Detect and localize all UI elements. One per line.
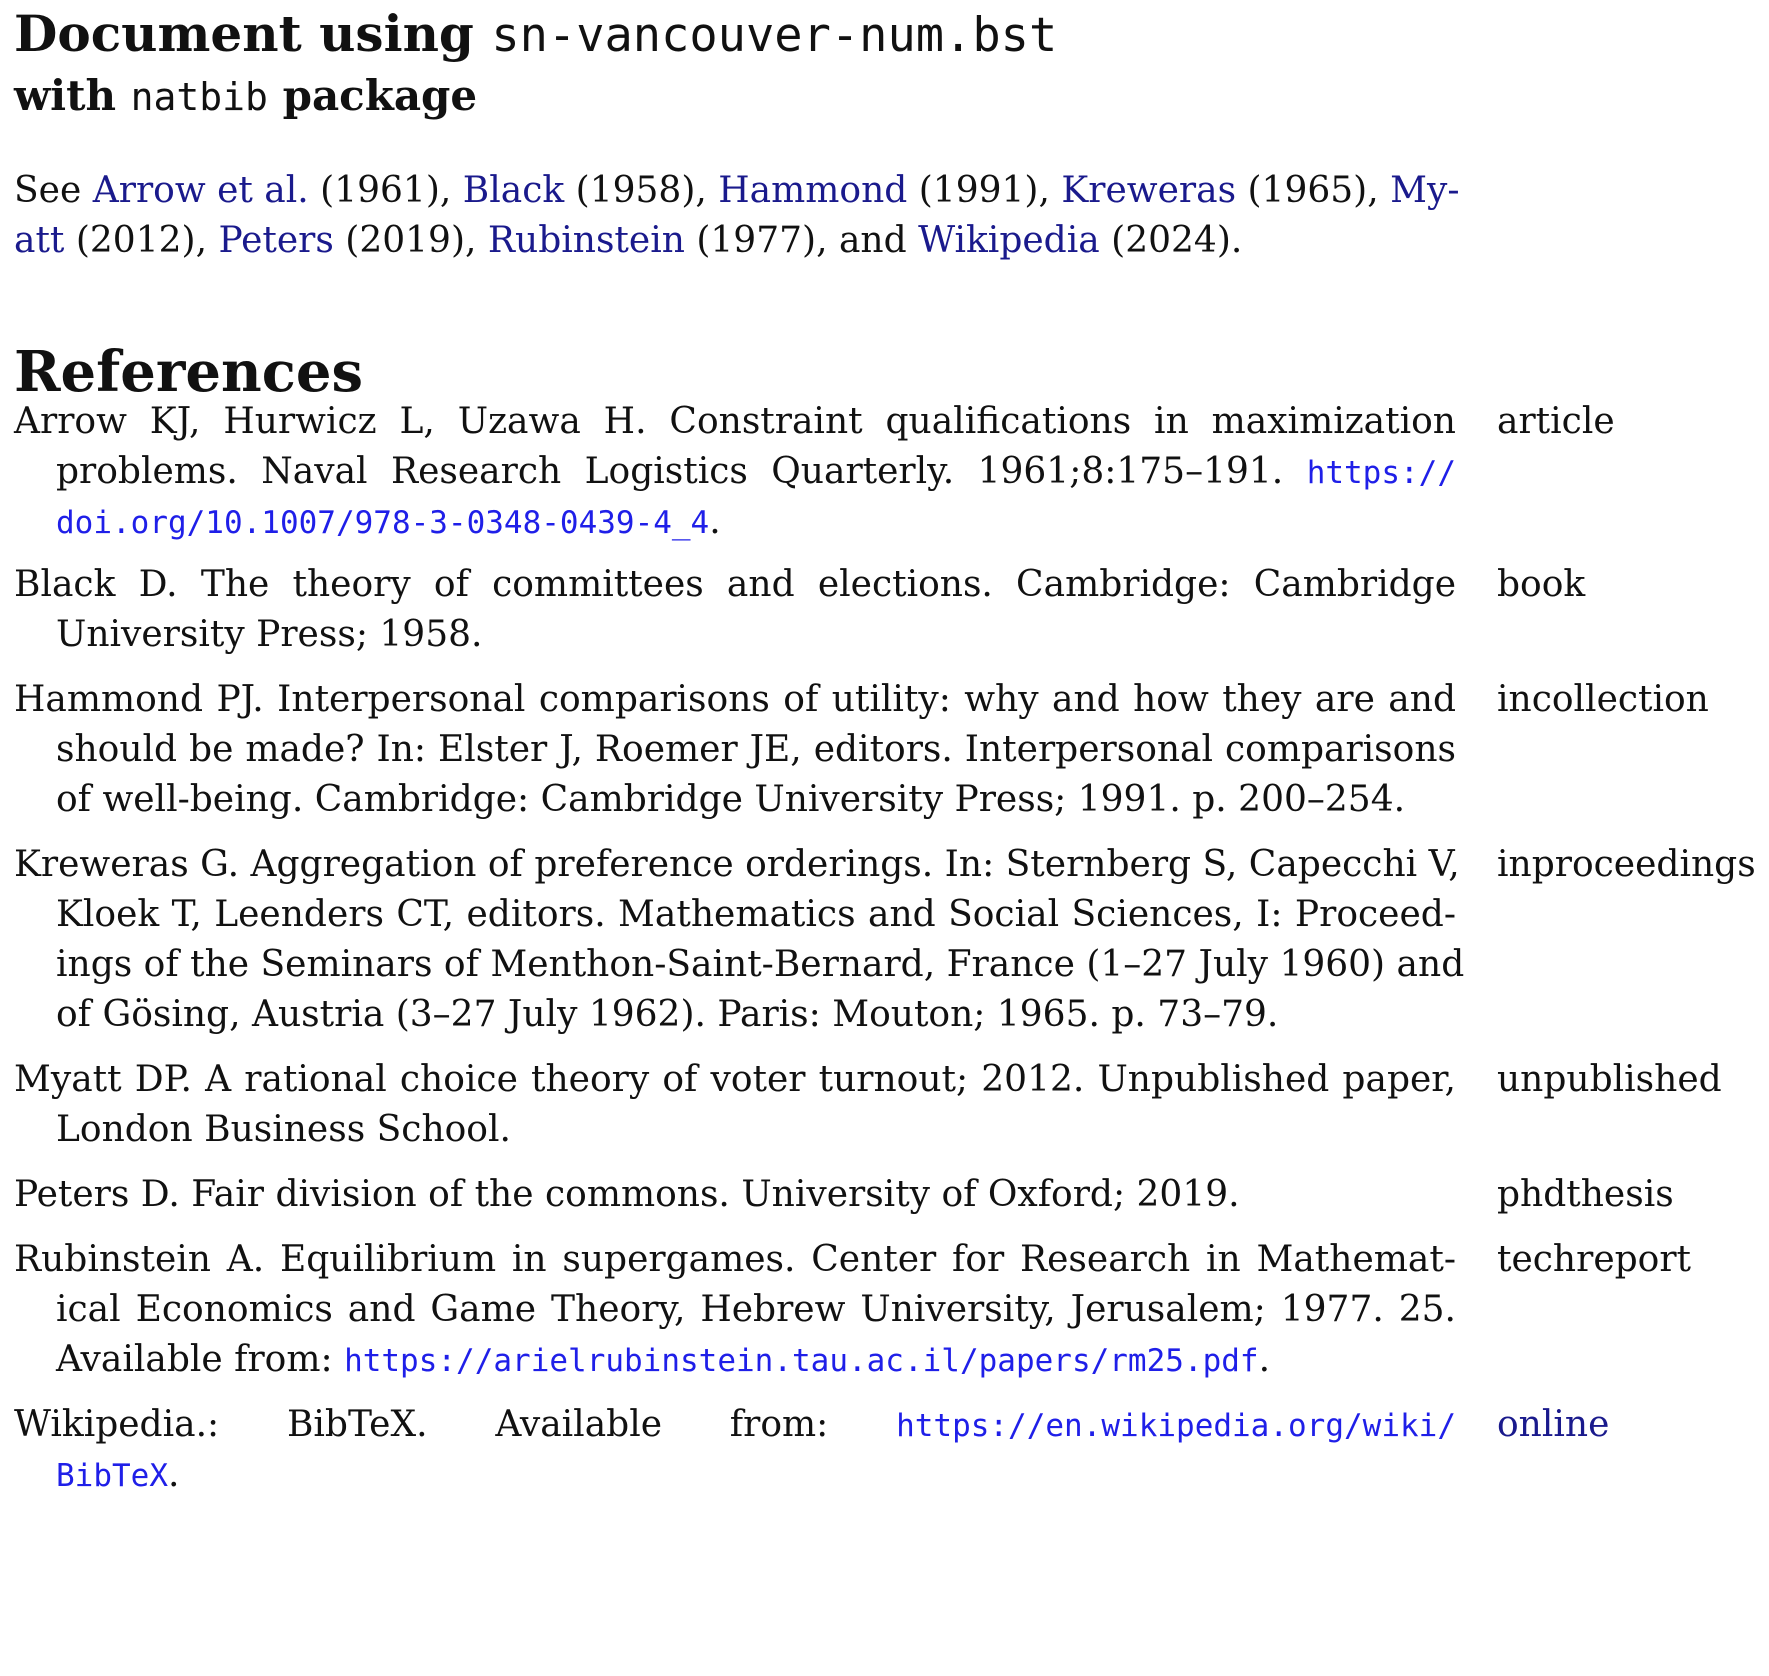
citation-black-year: (1958) <box>575 170 696 211</box>
reference-line: London Business School. <box>56 1109 511 1150</box>
reference-url-wikipedia[interactable]: https://en.wikipedia.org/wiki/ <box>896 1408 1456 1444</box>
citation-rubinstein-year: (1977) <box>696 220 817 261</box>
reference-type-label: techreport <box>1497 1239 1692 1280</box>
reference-line: Kreweras G. Aggregation of preference orderings. In: Sternberg S, Capecchi V, <box>14 844 1460 885</box>
subtitle-prefix: with <box>14 71 117 120</box>
intro-line-2: att (2012), Peters (2019), Rubinstein (1977), and Wikipedia (2024). <box>14 220 1243 261</box>
citation-wikipedia-year: (2024) <box>1111 220 1231 261</box>
reference-url-doi-cont[interactable]: doi.org/10.1007/978-3-0348-0439-4_4 <box>56 505 710 541</box>
reference-line: BibTeX. <box>56 1454 180 1495</box>
references-heading: References <box>14 339 363 405</box>
subtitle-package: natbib <box>130 75 268 119</box>
reference-type-label: book <box>1497 564 1586 605</box>
reference-type-label: unpublished <box>1497 1059 1722 1100</box>
reference-url-doi[interactable]: https:// <box>1306 455 1456 491</box>
reference-line: Peters D. Fair division of the commons. University of Oxford; 2019. <box>14 1174 1240 1215</box>
reference-type-label: phdthesis <box>1497 1174 1674 1215</box>
reference-line: ings of the Seminars of Menthon-Saint-Bernard, France (1–27 July 1960) and <box>56 944 1465 985</box>
reference-line: ical Economics and Game Theory, Hebrew University, Jerusalem; 1977. 25. <box>56 1289 1456 1330</box>
intro-line-1: See Arrow et al. (1961), Black (1958), Hammond (1991), Kreweras (1965), My- <box>14 170 1460 211</box>
reference-type-label: incollection <box>1497 679 1709 720</box>
intro-and: and <box>838 220 907 261</box>
citation-rubinstein[interactable]: Rubinstein <box>487 220 685 261</box>
citation-black[interactable]: Black <box>462 170 565 211</box>
reference-line: University Press; 1958. <box>56 614 483 655</box>
citation-myatt-cont[interactable]: att <box>14 220 65 261</box>
citation-hammond-year: (1991) <box>918 170 1039 211</box>
citation-kreweras[interactable]: Kreweras <box>1061 170 1237 211</box>
citation-wikipedia[interactable]: Wikipedia <box>918 220 1100 261</box>
citation-kreweras-year: (1965) <box>1247 170 1368 211</box>
reference-line: of well-being. Cambridge: Cambridge University Press; 1991. p. 200–254. <box>56 779 1406 820</box>
citation-arrow-year: (1961) <box>320 170 440 211</box>
title-filename: sn-vancouver-num.bst <box>491 8 1058 63</box>
reference-line: Available from: https://arielrubinstein.tau.ac.il/papers/rm25.pdf. <box>56 1339 1271 1380</box>
citation-peters[interactable]: Peters <box>218 220 334 261</box>
reference-line: Wikipedia.: BibTeX. Available from: https://en.wikipedia.org/wiki/ <box>14 1404 1456 1445</box>
reference-line: Hammond PJ. Interpersonal comparisons of utility: why and how they are and <box>14 679 1456 720</box>
reference-line: Rubinstein A. Equilibrium in supergames. Center for Research in Mathemat- <box>14 1239 1456 1280</box>
reference-line: Kloek T, Leenders CT, editors. Mathematics and Social Sciences, I: Proceed- <box>56 894 1456 935</box>
citation-myatt-year: (2012) <box>75 220 196 261</box>
intro-see: See <box>14 170 82 211</box>
citation-myatt[interactable]: My- <box>1390 170 1460 211</box>
reference-line: of Gösing, Austria (3–27 July 1962). Paris: Mouton; 1965. p. 73–79. <box>56 994 1279 1035</box>
document-subtitle <box>14 70 1714 123</box>
reference-type-label: article <box>1497 401 1615 442</box>
reference-line: Arrow KJ, Hurwicz L, Uzawa H. Constraint qualifications in maximization <box>14 401 1456 442</box>
reference-url-rubinstein[interactable]: https://arielrubinstein.tau.ac.il/papers/rm25.pdf <box>344 1343 1259 1379</box>
subtitle-suffix: package <box>282 71 478 120</box>
reference-url-wikipedia-cont[interactable]: BibTeX <box>56 1458 168 1494</box>
reference-line: Black D. The theory of committees and elections. Cambridge: Cambridge <box>14 564 1456 605</box>
citation-peters-year: (2019) <box>345 220 466 261</box>
citation-hammond[interactable]: Hammond <box>718 170 908 211</box>
reference-line: Myatt DP. A rational choice theory of voter turnout; 2012. Unpublished paper, <box>14 1059 1456 1100</box>
title-prefix: Document using <box>14 4 474 63</box>
reference-line: problems. Naval Research Logistics Quarterly. 1961;8:175–191. https:// <box>56 451 1456 492</box>
reference-line: should be made? In: Elster J, Roemer JE, editors. Interpersonal comparisons <box>56 729 1456 770</box>
citation-arrow[interactable]: Arrow et al. <box>92 170 309 211</box>
reference-type-label[interactable]: online <box>1497 1404 1610 1445</box>
reference-line: doi.org/10.1007/978-3-0348-0439-4_4. <box>56 501 721 542</box>
reference-type-label: inproceedings <box>1497 844 1756 885</box>
document-title <box>14 4 1714 66</box>
